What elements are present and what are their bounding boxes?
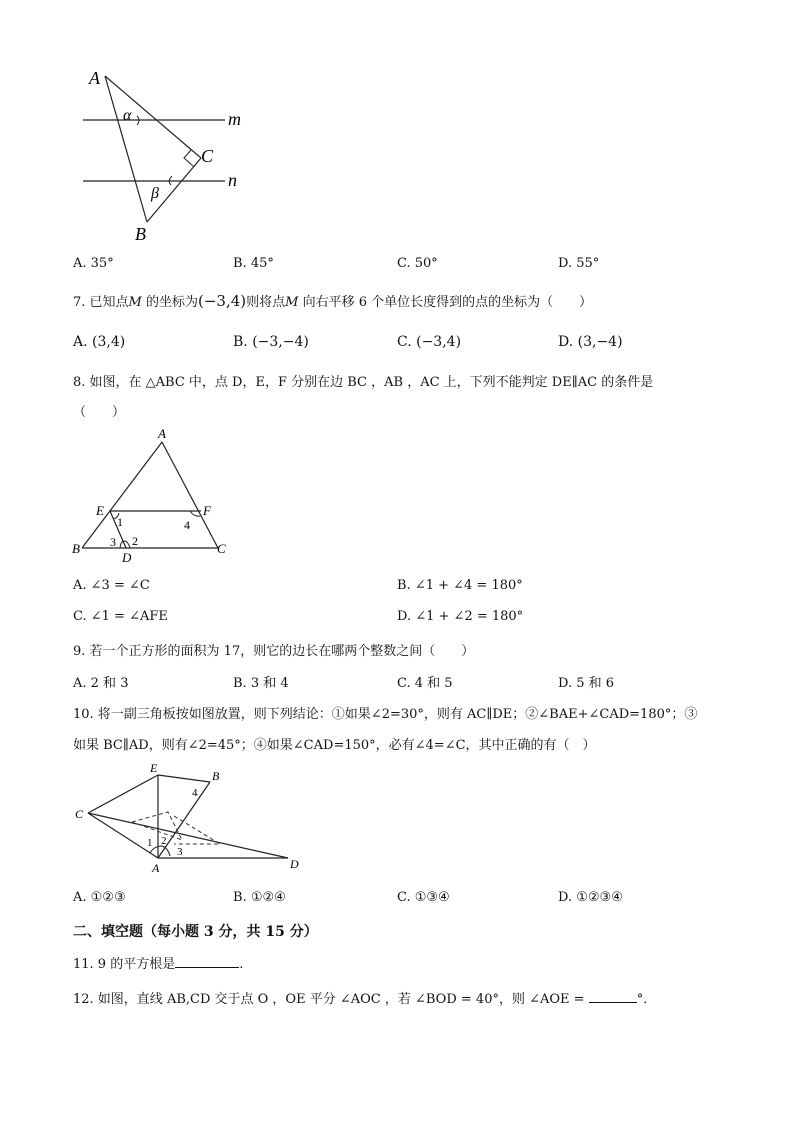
segment-ac — [105, 76, 201, 158]
label-angle-1: 1 — [147, 837, 153, 849]
segment-ac — [162, 442, 218, 548]
label-angle-3: 3 — [110, 535, 116, 549]
section-title: 二、填空题（每小题 3 分，共 15 分） — [73, 924, 318, 940]
label-d: D — [122, 550, 132, 565]
q7-stem — [73, 291, 592, 310]
q10-option-c: C. ①③④ — [397, 890, 450, 905]
label-angle-2: 2 — [132, 534, 138, 548]
label-c: C — [217, 541, 226, 556]
q7-point-m: M — [128, 295, 142, 310]
label-a: A — [152, 861, 160, 875]
label-c: C — [75, 807, 84, 821]
label-angle-3: 3 — [177, 846, 183, 858]
right-angle-mark — [184, 150, 193, 166]
q7-text-d: 向右平移 6 个单位长度得到的点的坐标为（ ） — [298, 295, 593, 310]
q6-figure — [75, 62, 275, 247]
label-e: E — [96, 503, 104, 518]
q11-text: 11. 9 的平方根是 — [73, 957, 176, 972]
label-angle-1: 1 — [117, 515, 123, 529]
q12-answer-blank[interactable] — [589, 1002, 637, 1003]
q8-option-d: D. ∠1 + ∠2 = 180° — [397, 609, 524, 624]
q6-option-a: A. 35° — [73, 256, 114, 271]
q10-stem-line-2: 如果 BC∥AD，则有∠2=45°；④如果∠CAD=150°，必有∠4=∠C，其中正确的有（ ） — [73, 738, 596, 753]
q9-stem: 9. 若一个正方形的面积为 17，则它的边长在哪两个整数之间（ ） — [73, 644, 475, 659]
label-m: m — [228, 109, 241, 129]
segment-eb — [158, 775, 210, 782]
segment-ab — [105, 76, 147, 222]
label-angle-4: 4 — [192, 787, 198, 799]
label-f: F — [203, 503, 211, 518]
q6-option-c: C. 50° — [397, 256, 438, 271]
q11-stem — [73, 953, 243, 972]
label-d: D — [290, 857, 299, 871]
label-b: B — [72, 541, 80, 556]
q10-figure — [70, 760, 310, 880]
label-beta: β — [151, 185, 159, 202]
q7-text-a: 7. 已知点 — [73, 295, 129, 310]
q12-text: 12. 如图，直线 AB,CD 交于点 O ，OE 平分 ∠AOC ，若 ∠BOD = 40°，则 ∠AOE = — [73, 992, 589, 1007]
q11-answer-blank[interactable] — [175, 967, 239, 968]
q12-stem — [73, 988, 656, 1007]
dashed-inner-shape — [174, 816, 220, 844]
label-b: B — [135, 224, 146, 244]
label-c: C — [201, 146, 214, 166]
segment-cd — [88, 813, 288, 858]
q8-option-b: B. ∠1 + ∠4 = 180° — [397, 578, 523, 593]
q11-end: . — [239, 957, 244, 972]
label-angle-2: 2 — [161, 835, 167, 847]
q10-option-d: D. ①②③④ — [558, 890, 623, 905]
label-n: n — [228, 170, 237, 190]
q7-option-b: B. (−3,−4) — [233, 334, 309, 350]
q8-stem-line-2: （ ） — [73, 405, 126, 420]
q12-end: °． — [636, 992, 657, 1007]
q7-coordinate: (−3,4) — [198, 292, 247, 310]
q7-option-c: C. (−3,4) — [397, 334, 462, 350]
label-a: A — [89, 68, 100, 88]
q8-stem-line-1: 8. 如图，在 △ABC 中，点 D，E，F 分别在边 BC ，AB ，AC 上，下列不能判定 DE∥AC 的条件是 — [73, 375, 654, 390]
q9-option-a: A. 2 和 3 — [73, 676, 129, 691]
segment-ca — [88, 813, 158, 858]
q8-figure — [68, 424, 238, 566]
segment-ce — [88, 775, 158, 813]
q8-option-c: C. ∠1 = ∠AFE — [73, 609, 168, 624]
label-e: E — [150, 761, 158, 775]
label-b: B — [212, 769, 220, 783]
q9-option-d: D. 5 和 6 — [558, 676, 615, 691]
q7-point-m-2: M — [285, 295, 299, 310]
q7-option-a: A. (3,4) — [73, 334, 126, 350]
q10-stem-line-1: 10. 将一副三角板按如图放置，则下列结论：①如果∠2=30°，则有 AC∥DE；②∠BAE+∠CAD=180°；③ — [73, 707, 698, 722]
label-a: A — [158, 426, 166, 441]
q8-option-a: A. ∠3 = ∠C — [73, 578, 150, 593]
q7-option-d: D. (3,−4) — [558, 334, 623, 350]
q6-option-b: B. 45° — [233, 256, 274, 271]
q9-option-b: B. 3 和 4 — [233, 676, 289, 691]
label-alpha: α — [123, 107, 132, 124]
q10-option-a: A. ①②③ — [73, 890, 126, 905]
q6-option-d: D. 55° — [558, 256, 600, 271]
q10-option-b: B. ①②④ — [233, 890, 286, 905]
q9-option-c: C. 4 和 5 — [397, 676, 453, 691]
q7-text-c: 则将点 — [246, 295, 286, 310]
q7-text-b: 的坐标为 — [141, 295, 198, 310]
label-angle-4: 4 — [184, 518, 190, 532]
segment-ab — [82, 442, 162, 548]
